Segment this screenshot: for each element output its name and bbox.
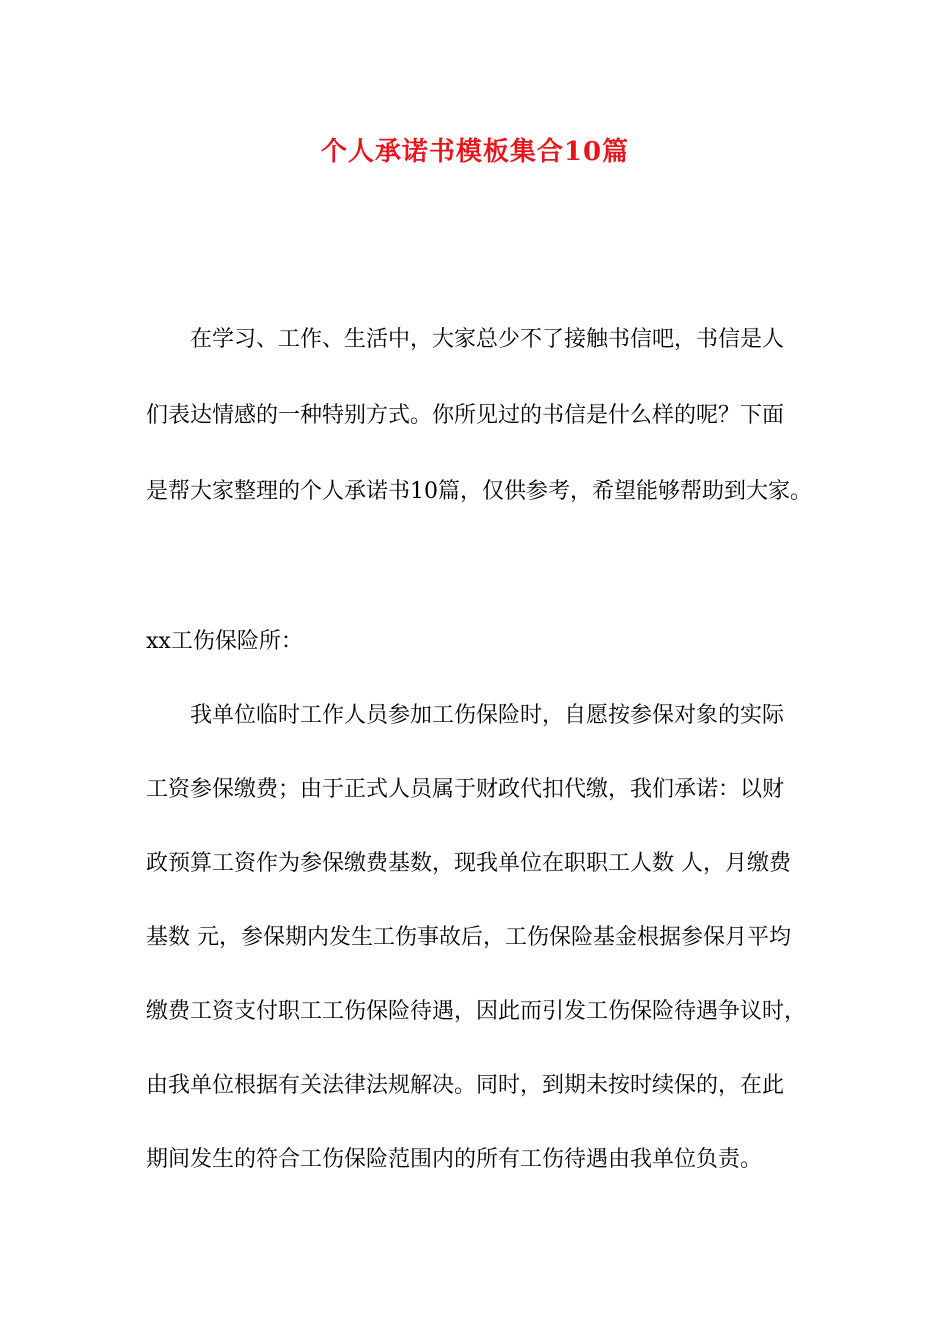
body-line-3: 政预算工资作为参保缴费基数，现我单位在职职工人数 人，月缴费 — [146, 851, 791, 876]
intro-line-3: 是帮大家整理的个人承诺书10篇，仅供参考，希望能够帮助到大家。 — [146, 479, 812, 504]
body-line-7: 期间发生的符合工伤保险范围内的所有工伤待遇由我单位负责。 — [146, 1147, 763, 1172]
body-line-5: 缴费工资支付职工工伤保险待遇，因此而引发工伤保险待遇争议时， — [146, 999, 807, 1024]
body-line-1: 我单位临时工作人员参加工伤保险时，自愿按参保对象的实际 — [190, 703, 785, 728]
body-line-4: 基数 元，参保期内发生工伤事故后，工伤保险基金根据参保月平均 — [146, 925, 791, 950]
salutation: xx工伤保险所： — [146, 629, 303, 654]
intro-line-1: 在学习、工作、生活中，大家总少不了接触书信吧，书信是人 — [190, 327, 785, 352]
document-title: 个人承诺书模板集合10篇 — [320, 137, 630, 167]
body-line-6: 由我单位根据有关法律法规解决。同时，到期未按时续保的，在此 — [146, 1073, 785, 1098]
intro-line-2: 们表达情感的一种特别方式。你所见过的书信是什么样的呢？下面 — [146, 403, 785, 428]
body-line-2: 工资参保缴费；由于正式人员属于财政代扣代缴，我们承诺：以财 — [146, 777, 785, 802]
